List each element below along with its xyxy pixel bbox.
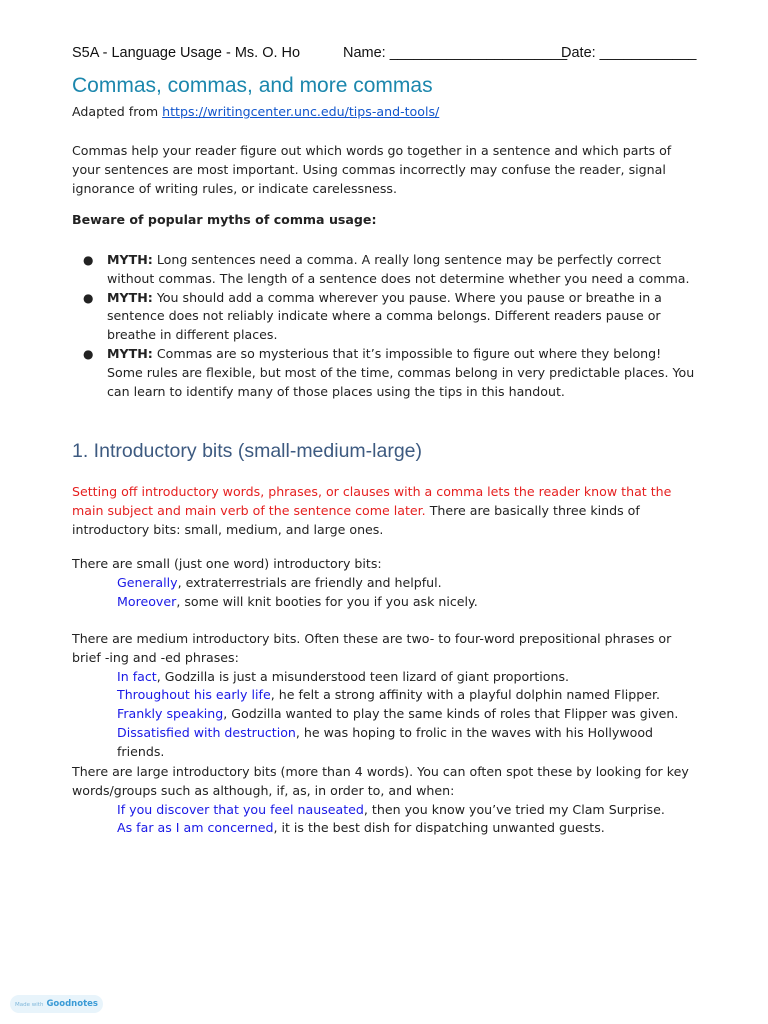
bullet-icon: ● bbox=[83, 290, 94, 305]
example-lead: Generally bbox=[117, 574, 178, 590]
example-sentence bbox=[72, 686, 696, 705]
header-line bbox=[72, 45, 696, 65]
example-lead: If you discover that you feel nauseated bbox=[117, 801, 364, 817]
section-heading: 1. Introductory bits (small-medium-large) bbox=[72, 440, 423, 462]
example-lead: Moreover bbox=[117, 593, 177, 609]
myth-item bbox=[72, 345, 696, 401]
example-rest: , it is the best dish for dispatching unwanted guests. bbox=[273, 820, 605, 836]
example-rest: , he was hoping to frolic in the waves with his Hollywood friends. bbox=[117, 724, 654, 759]
myth-item bbox=[72, 251, 696, 289]
intro-paragraph: Commas help your reader figure out which words go together in a sentence and which parts of your sentences are most important. Using commas incorrectly may confuse the reader, signal ignorance of writing rules, or indicate carelessness. bbox=[72, 143, 672, 196]
myth-label: MYTH: bbox=[107, 289, 153, 305]
myth-item bbox=[72, 289, 696, 345]
example-rest: , some will knit booties for you if you ask nicely. bbox=[176, 593, 478, 609]
bullet-icon: ● bbox=[83, 346, 94, 361]
example-sentence bbox=[72, 593, 696, 612]
name-field: Name: ______________________ bbox=[343, 45, 568, 61]
example-rest: , Godzilla is just a misunderstood teen lizard of giant proportions. bbox=[156, 668, 570, 684]
bullet-icon: ● bbox=[83, 253, 94, 267]
example-rest: , extraterrestrials are friendly and helpful. bbox=[177, 574, 442, 590]
large-bits-intro: There are large introductory bits (more than 4 words). You can often spot these by looking for key words/groups such as although, if, as, in order to, and when: bbox=[72, 764, 689, 798]
example-lead: As far as I am concerned bbox=[117, 820, 274, 836]
made-with-label: Made with bbox=[15, 1002, 44, 1008]
example-rest: , Godzilla wanted to play the same kinds of roles that Flipper was given. bbox=[223, 706, 679, 722]
large-bits-block bbox=[72, 763, 696, 838]
example-lead: In fact bbox=[117, 668, 157, 684]
source-link[interactable]: https://writingcenter.unc.edu/tips-and-tools/ bbox=[162, 104, 440, 119]
medium-bits-block bbox=[72, 630, 696, 762]
myth-label: MYTH: bbox=[107, 252, 153, 267]
example-sentence bbox=[72, 705, 696, 724]
example-sentence bbox=[72, 574, 696, 593]
example-lead: Frankly speaking bbox=[117, 706, 224, 722]
medium-bits-intro: There are medium introductory bits. Often these are two- to four-word prepositional phrases or brief -ing and -ed phrases: bbox=[72, 631, 672, 665]
course-label: S5A - Language Usage - Ms. O. Ho bbox=[72, 45, 301, 61]
example-rest: , he felt a strong affinity with a playful dolphin named Flipper. bbox=[270, 687, 661, 703]
goodnotes-badge[interactable] bbox=[10, 995, 103, 1013]
myths-heading: Beware of popular myths of comma usage: bbox=[72, 212, 377, 227]
section-intro bbox=[72, 483, 696, 539]
small-bits-block bbox=[72, 555, 696, 611]
emphasis-text: Setting off introductory words, phrases, or clauses with a comma lets the reader know that the main subject and main verb of the sentence come later. bbox=[72, 484, 672, 518]
myth-text: Commas are so mysterious that it’s impossible to figure out where they belong! Some rules are flexible, but most of the time, commas belong in very predictable places. You can learn to identify many of those places using the tips in this handout. bbox=[107, 345, 695, 399]
myths-list bbox=[72, 251, 696, 401]
source-prefix: Adapted from bbox=[72, 104, 163, 119]
myth-text: You should add a comma wherever you pause. Where you pause or breathe in a sentence does not reliably indicate where a comma belongs. Different readers pause or breathe in different places. bbox=[107, 289, 662, 343]
example-sentence bbox=[72, 724, 696, 762]
example-sentence bbox=[72, 819, 696, 838]
page-title: Commas, commas, and more commas bbox=[72, 74, 433, 97]
myth-label: MYTH: bbox=[107, 345, 153, 361]
example-lead: Dissatisfied with destruction bbox=[117, 724, 296, 740]
example-sentence bbox=[72, 801, 696, 820]
example-sentence bbox=[72, 668, 696, 687]
source-line bbox=[72, 104, 439, 119]
example-rest: , then you know you’ve tried my Clam Surprise. bbox=[363, 801, 665, 817]
goodnotes-logo: Goodnotes bbox=[46, 999, 98, 1009]
myth-text: Long sentences need a comma. A really long sentence may be perfectly correct without commas. The length of a sentence does not determine whether you need a comma. bbox=[107, 252, 690, 286]
small-bits-intro: There are small (just one word) introductory bits: bbox=[72, 556, 382, 571]
section-intro-rest: There are basically three kinds of introductory bits: small, medium, and large ones. bbox=[72, 502, 640, 537]
example-lead: Throughout his early life bbox=[117, 687, 271, 703]
date-field: Date: ____________ bbox=[561, 45, 697, 61]
